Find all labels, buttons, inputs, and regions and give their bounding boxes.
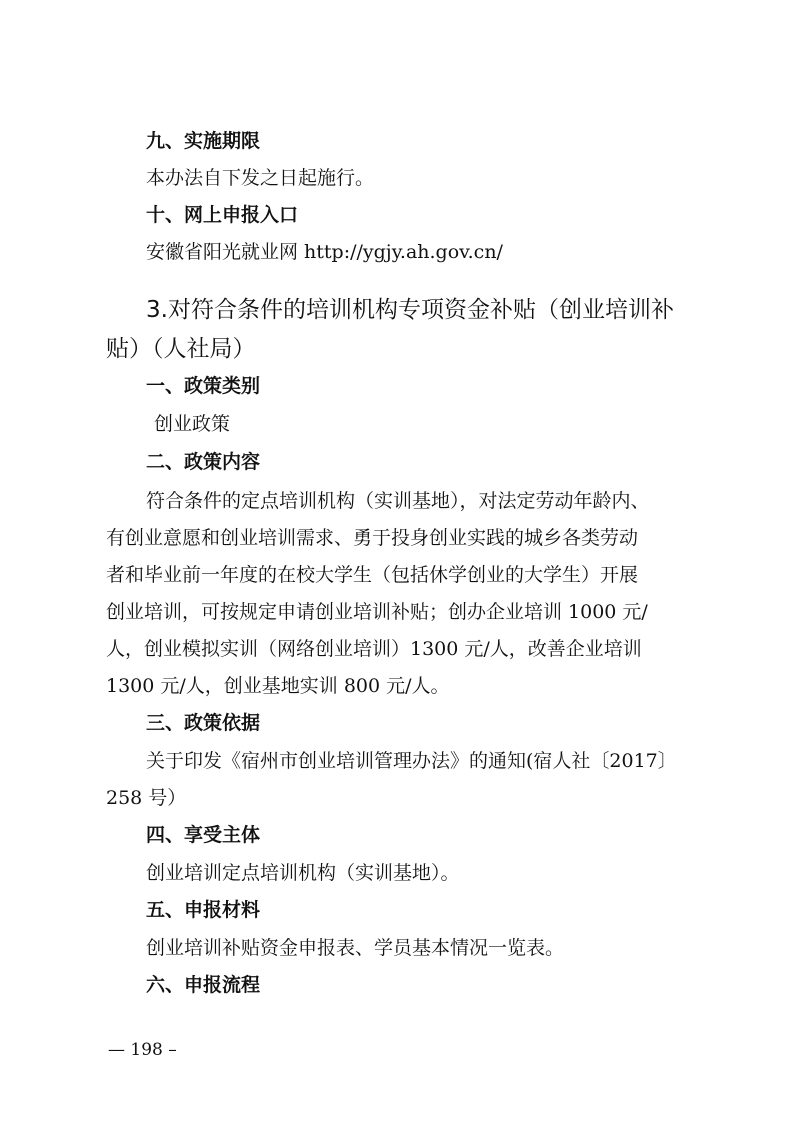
section-heading-implementation-period: 九、实施期限 <box>146 130 261 152</box>
section-heading-policy-basis: 三、政策依据 <box>146 712 261 734</box>
online-entry-text: 安徽省阳光就业网 http://ygjy.ah.gov.cn/ <box>146 241 503 263</box>
section-heading-online-entry: 十、网上申报入口 <box>146 204 299 226</box>
policy-content-line: 者和毕业前一年度的在校大学生（包括休学创业的大学生）开展 <box>106 564 639 586</box>
section-heading-beneficiary: 四、享受主体 <box>146 824 261 846</box>
section-heading-application-materials: 五、申报材料 <box>146 899 261 921</box>
implementation-period-text: 本办法自下发之日起施行。 <box>146 167 375 189</box>
section-heading-policy-content: 二、政策内容 <box>146 451 261 473</box>
policy-category-text: 创业政策 <box>154 413 231 435</box>
policy-basis-line: 关于印发《宿州市创业培训管理办法》的通知(宿人社〔2017〕 <box>146 750 677 772</box>
application-materials-text: 创业培训补贴资金申报表、学员基本情况一览表。 <box>146 937 565 959</box>
policy-content-line: 人，创业模拟实训（网络创业培训）1300 元/人，改善企业培训 <box>106 638 642 660</box>
beneficiary-text: 创业培训定点培训机构（实训基地）。 <box>146 862 460 884</box>
policy-content-line: 有创业意愿和创业培训需求、勇于投身创业实践的城乡各类劳动 <box>106 527 639 549</box>
section-heading-policy-category: 一、政策类别 <box>146 375 261 397</box>
page-number: — 198 – <box>108 1040 177 1060</box>
policy-title-line-2: 贴）（人社局） <box>106 336 256 362</box>
section-heading-application-process: 六、申报流程 <box>146 974 261 996</box>
policy-content-line: 符合条件的定点培训机构（实训基地），对法定劳动年龄内、 <box>146 490 650 512</box>
policy-title-line-1: 3.对符合条件的培训机构专项资金补贴（创业培训补 <box>146 297 674 323</box>
policy-content-line: 1300 元/人，创业基地实训 800 元/人。 <box>106 675 450 697</box>
policy-content-line: 创业培训，可按规定申请创业培训补贴；创办企业培训 1000 元/ <box>106 601 648 623</box>
policy-basis-line: 258 号） <box>106 787 187 809</box>
